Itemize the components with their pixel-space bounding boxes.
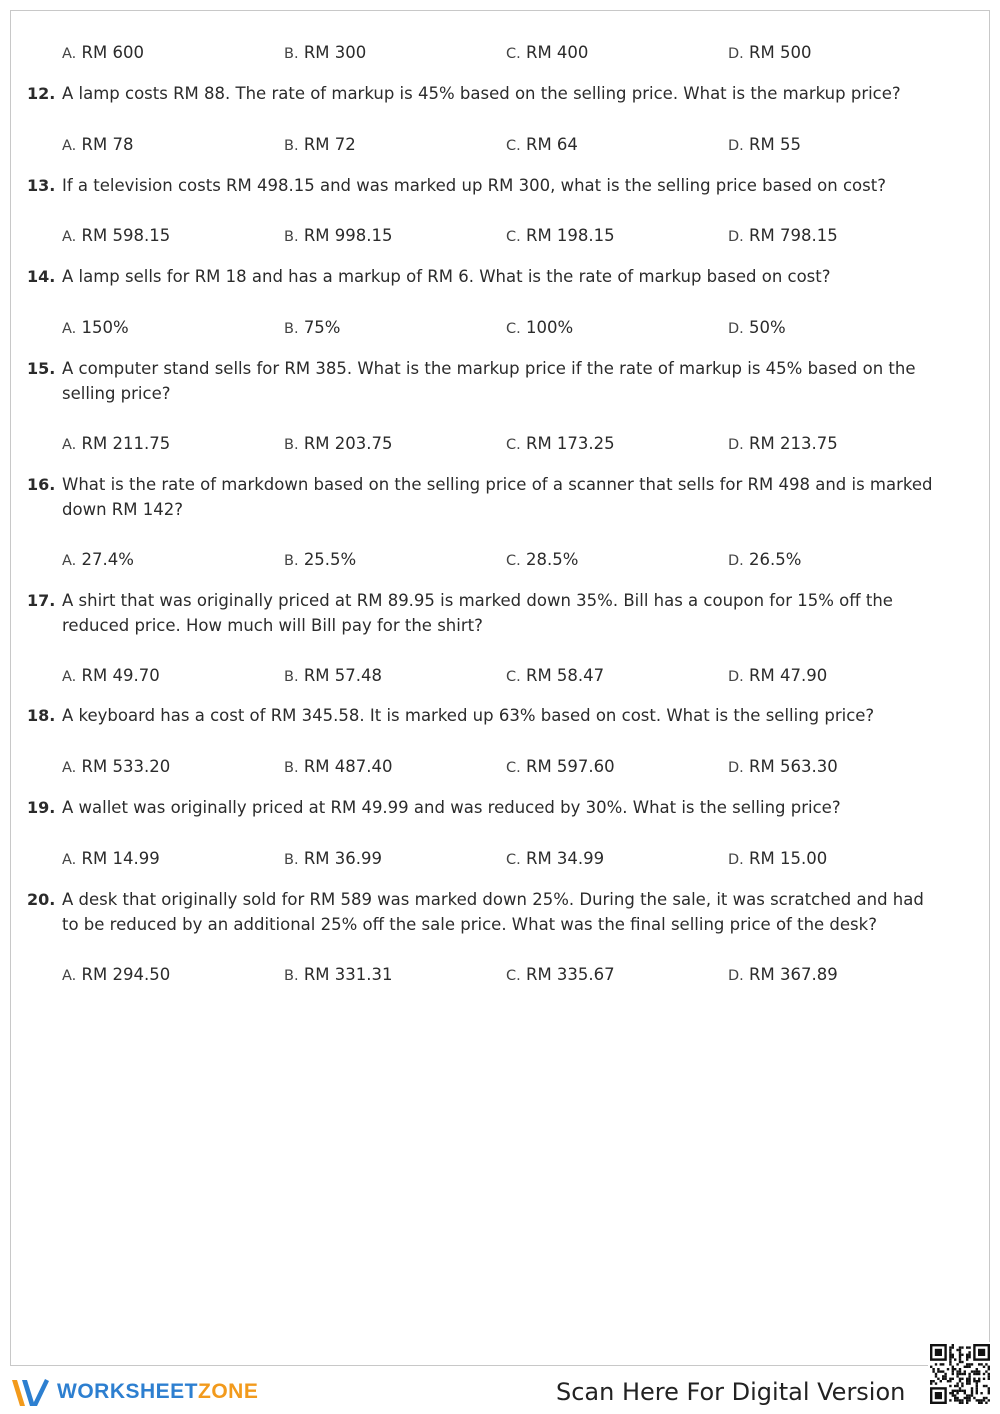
option-a[interactable]: A. 27.4% [62,550,134,569]
options-row-17 [62,664,962,688]
option-b[interactable]: B. RM 72 [284,135,356,154]
options-row-16 [62,548,962,572]
option-d[interactable]: D. RM 213.75 [728,434,838,453]
option-c[interactable]: C. RM 34.99 [506,849,605,868]
option-d[interactable]: D. RM 367.89 [728,965,838,984]
option-b[interactable]: B. 25.5% [284,550,357,569]
worksheetzone-logo[interactable] [10,1376,270,1410]
option-a[interactable]: A. RM 49.70 [62,666,160,685]
option-a[interactable]: A. 150% [62,318,129,337]
logo-mark-icon [10,1377,50,1409]
qr-code-icon[interactable] [928,1342,992,1406]
logo-text: WORKSHEETZONE [57,1380,259,1403]
question-text: A lamp costs RM 88. The rate of markup is 45% based on the selling price. What is the markup price? [62,84,901,103]
question-text: What is the rate of markdown based on the selling price of a scanner that sells for RM 498 and is marked down RM 142? [62,475,933,519]
options-row-12 [62,133,962,157]
option-c[interactable]: C. 100% [506,318,574,337]
options-row-14 [62,316,962,340]
question-16 [27,473,937,522]
option-c[interactable]: C. RM 400 [506,43,589,62]
scan-caption: Scan Here For Digital Version [556,1378,906,1406]
question-19 [27,796,937,821]
option-a[interactable]: A. RM 600 [62,43,144,62]
option-c[interactable]: C. RM 335.67 [506,965,615,984]
question-text: A desk that originally sold for RM 589 was marked down 25%. During the sale, it was scratched and had to be reduced by an additional 25% off the sale price. What was the final selling price of the desk? [62,890,924,934]
options-row-18 [62,755,962,779]
question-12 [27,82,937,107]
question-text: A wallet was originally priced at RM 49.99 and was reduced by 30%. What is the selling price? [62,798,841,817]
option-a[interactable]: A. RM 598.15 [62,226,171,245]
question-text: If a television costs RM 498.15 and was marked up RM 300, what is the selling price based on cost? [62,176,886,195]
option-b[interactable]: B. RM 203.75 [284,434,393,453]
option-c[interactable]: C. 28.5% [506,550,579,569]
option-a[interactable]: A. RM 211.75 [62,434,171,453]
option-b[interactable]: B. RM 57.48 [284,666,382,685]
option-d[interactable]: D. RM 15.00 [728,849,828,868]
question-17 [27,589,937,638]
options-row-20 [62,963,962,987]
option-d[interactable]: D. RM 47.90 [728,666,828,685]
option-c[interactable]: C. RM 58.47 [506,666,605,685]
option-b[interactable]: B. RM 300 [284,43,367,62]
question-number: 17. [27,591,56,610]
option-c[interactable]: C. RM 173.25 [506,434,615,453]
option-a[interactable]: A. RM 294.50 [62,965,171,984]
question-number: 13. [27,176,56,195]
question-number: 16. [27,475,56,494]
option-d[interactable]: D. 26.5% [728,550,802,569]
question-text: A lamp sells for RM 18 and has a markup of RM 6. What is the rate of markup based on cost? [62,267,831,286]
question-number: 20. [27,890,56,909]
option-b[interactable]: B. RM 998.15 [284,226,393,245]
option-d[interactable]: D. RM 55 [728,135,801,154]
option-b[interactable]: B. RM 36.99 [284,849,382,868]
option-a[interactable]: A. RM 533.20 [62,757,171,776]
question-number: 19. [27,798,56,817]
question-14 [27,265,937,290]
page-frame [10,10,990,1366]
option-b[interactable]: B. RM 331.31 [284,965,393,984]
question-text: A computer stand sells for RM 385. What is the markup price if the rate of markup is 45% based on the selling price? [62,359,916,403]
option-d[interactable]: D. 50% [728,318,786,337]
question-number: 12. [27,84,56,103]
option-b[interactable]: B. RM 487.40 [284,757,393,776]
question-13 [27,174,937,199]
question-text: A keyboard has a cost of RM 345.58. It is marked up 63% based on cost. What is the selling price? [62,706,875,725]
question-18 [27,704,937,729]
option-d[interactable]: D. RM 798.15 [728,226,838,245]
option-a[interactable]: A. RM 14.99 [62,849,160,868]
option-d[interactable]: D. RM 500 [728,43,812,62]
question-number: 18. [27,706,56,725]
options-row-19 [62,847,962,871]
question-20 [27,888,937,937]
question-text: A shirt that was originally priced at RM 89.95 is marked down 35%. Bill has a coupon for 15% off the reduced price. How much will Bill pay for the shirt? [62,591,893,635]
options-row-13 [62,224,962,248]
question-number: 15. [27,359,56,378]
option-d[interactable]: D. RM 563.30 [728,757,838,776]
options-row-prev [62,41,962,65]
option-c[interactable]: C. RM 64 [506,135,578,154]
option-b[interactable]: B. 75% [284,318,341,337]
option-a[interactable]: A. RM 78 [62,135,134,154]
question-number: 14. [27,267,56,286]
options-row-15 [62,432,962,456]
question-15 [27,357,937,406]
option-c[interactable]: C. RM 198.15 [506,226,615,245]
option-c[interactable]: C. RM 597.60 [506,757,615,776]
